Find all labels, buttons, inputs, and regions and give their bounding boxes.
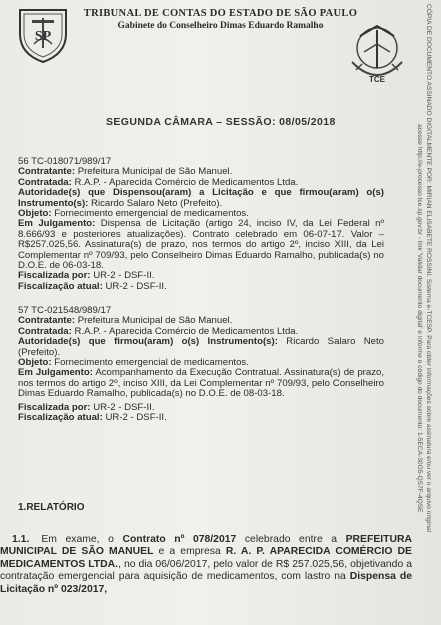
paragraph-text: e a empresa	[153, 546, 226, 558]
contratante-label: Contratante:	[18, 315, 76, 327]
fiscalizada-label: Fiscalizada por:	[18, 270, 91, 282]
process-number: 57 TC-021548/989/17	[18, 305, 112, 316]
fiscalizacao-label: Fiscalização atual:	[18, 412, 103, 424]
tribunal-title: TRIBUNAL DE CONTAS DO ESTADO DE SÃO PAULO	[83, 8, 358, 19]
seal-right-text: TCE	[369, 75, 385, 84]
fiscalizacao-value: UR-2 - DSF-II.	[105, 412, 167, 424]
contratada-label: Contratada:	[18, 176, 72, 188]
autoridade-label: Autoridade(s) que Dispensou(aram) a Licitação e que firmou(aram) o(s) Instrumento(s):	[18, 187, 384, 209]
paragraph-text: celebrado entre a	[236, 534, 346, 545]
session-title: SEGUNDA CÂMARA – SESSÃO: 08/05/2018	[106, 116, 336, 128]
gabinete-subtitle: Gabinete do Conselheiro Dimas Eduardo Ramalho	[117, 21, 324, 31]
prefeitura-name: PREFEITURA MUNICIPAL DE SÃO MANUEL	[0, 534, 412, 558]
paragraph-number: 1.1.	[12, 534, 30, 545]
contratada-value: R.A.P. - Aparecida Comércio de Medicamentos Ltda.	[74, 325, 299, 337]
seal-left-text: SP	[34, 29, 52, 44]
side-note-line-1: CÓPIA DE DOCUMENTO ASSINADO DIGITALMENTE POR: MIRIAN ELISABETE ROSSINI. Sistema e-TCESP. Para obter informações sobre assinatura e/ou ver o arquivo original	[425, 4, 432, 533]
paragraph-text: , no dia 06/06/2017, pelo valor de R$ 257.025,56, objetivando a contratação emergencial para aquisição de medicamentos, com lastro na	[0, 558, 412, 583]
contratada-label: Contratada:	[18, 325, 72, 337]
company-name: R. A. P. APARECIDA COMÉRCIO DE MEDICAMENTOS LTDA.	[0, 546, 412, 570]
dispensa-ref: Dispensa de Licitação nº 023/2017,	[0, 571, 413, 595]
julgamento-value: Dispensa de Licitação (artigo 24, inciso IV, da Lei Federal nº 8.666/93 e posteriores atualizações). Contrato celebrado em 06-07-17. Valor – R$257.025,56. Assinatura(s) de prazo, nos termos do artigo 2º, inciso XIII, da Lei Complementar nº 709/93, pelo Conselheiro Dimas Eduardo Ramalho, publicada(s) no D.O.E. de 06-03-18.	[18, 218, 384, 272]
section-heading: 1.RELATÓRIO	[18, 502, 85, 513]
autoridade-value: Ricardo Salaro Neto (Prefeito).	[91, 197, 223, 209]
fiscalizada-value: UR-2 - DSF-II.	[93, 270, 155, 282]
paragraph-text: Em exame, o	[41, 534, 123, 545]
process-number: 56 TC-018071/989/17	[18, 156, 112, 167]
julgamento-value: Acompanhamento da Execução Contratual. Assinatura(s) de prazo, nos termos do artigo 2º, inciso XIII, da Lei Complementar nº 709/93, pelo Conselheiro Dimas Eduardo Ramalho, publicada(s) no D.O.E. de 08-03-18.	[18, 367, 384, 400]
objeto-value: Fornecimento emergencial de medicamentos.	[54, 208, 249, 220]
report-paragraph	[0, 534, 412, 596]
objeto-label: Objeto:	[18, 357, 52, 369]
objeto-label: Objeto:	[18, 208, 52, 220]
fiscalizada-label: Fiscalizada por:	[18, 401, 91, 413]
contract-ref: Contrato nº 078/2017	[122, 534, 237, 545]
autoridade-label: Autoridade(s) que firmou(aram) o(s) Instrumento(s):	[18, 336, 278, 348]
julgamento-label: Em Julgamento:	[18, 218, 96, 230]
objeto-value: Fornecimento emergencial de medicamentos.	[54, 357, 249, 369]
fiscalizacao-label: Fiscalização atual:	[18, 280, 103, 292]
contratada-value: R.A.P. - Aparecida Comércio de Medicamentos Ltda.	[74, 176, 299, 188]
contratante-label: Contratante:	[18, 166, 76, 178]
digital-signature-note	[412, 4, 440, 604]
contratante-value: Prefeitura Municipal de São Manuel.	[77, 315, 233, 327]
fiscalizada-value: UR-2 - DSF-II.	[93, 401, 155, 413]
fiscalizacao-value: UR-2 - DSF-II.	[105, 280, 167, 292]
process-56	[18, 157, 384, 292]
julgamento-label: Em Julgamento:	[18, 367, 93, 379]
autoridade-value: Ricardo Salaro Neto (Prefeito).	[18, 336, 385, 358]
tce-emblem-icon	[346, 22, 408, 88]
process-57	[18, 306, 384, 423]
contratante-value: Prefeitura Municipal de São Manuel.	[77, 166, 233, 178]
side-note-line-2: acesse http://e-processo.tce.sp.gov.br - link 'Validar documento digital' e informe o código do documento: 1-5ECA-30G5-QS7F-4QSE	[416, 124, 423, 513]
